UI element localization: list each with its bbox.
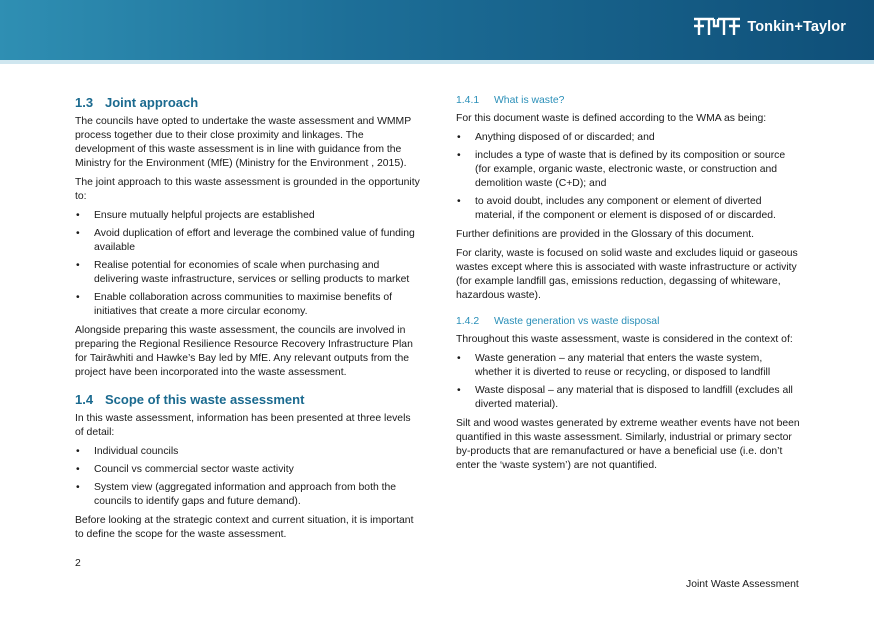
- list-item-text: includes a type of waste that is defined by its composition or source (for example, organic waste, electronic waste, or construction and demolition waste (C+D); and: [475, 150, 786, 189]
- list-item: [456, 131, 802, 145]
- list-item-text: Realise potential for economies of scale when purchasing and delivering waste infrastructure, services or selling products to market: [94, 260, 410, 285]
- bullet-list: [75, 209, 420, 319]
- list-item: [456, 352, 802, 380]
- list-item-text: Anything disposed of or discarded; and: [475, 132, 655, 143]
- section-title: Scope of this waste assessment: [105, 392, 305, 407]
- section-heading-1-4: [75, 391, 420, 408]
- list-item: [456, 149, 802, 191]
- paragraph: Alongside preparing this waste assessment, the councils are involved in preparing the Regional Resilience Resource Recovery Infrastructure Plan for Tairāwhiti and Hawke’s Bay led by MfE. Any relevant outputs from the project have been incorporated into the waste assessment.: [75, 325, 413, 378]
- section-heading-1-3: [75, 94, 420, 111]
- bullet-icon: •: [76, 292, 80, 303]
- bullet-icon: •: [457, 196, 461, 207]
- bullet-icon: •: [76, 446, 80, 457]
- bullet-icon: •: [76, 260, 80, 271]
- list-item-text: Avoid duplication of effort and leverage the combined value of funding available: [94, 228, 415, 253]
- list-item: [75, 209, 420, 223]
- list-item-text: Waste generation – any material that enters the waste system, whether it is diverted to reuse or recycling, or disposed to landfill: [475, 353, 771, 378]
- list-item-text: Enable collaboration across communities to maximise benefits of initiatives that create a more circular economy.: [94, 292, 393, 317]
- paragraph: Silt and wood wastes generated by extreme weather events have not been quantified in this waste assessment. Similarly, industrial or primary sector by-products that are remanufactured or have a beneficial use (i.e. don’t enter the ‘waste system’) are not quantified.: [456, 418, 800, 471]
- list-item-text: Ensure mutually helpful projects are established: [94, 210, 315, 221]
- list-item: [75, 291, 420, 319]
- bullet-list: [456, 352, 802, 412]
- page-number: 2: [75, 558, 81, 569]
- subsection-number: 1.4.2: [456, 316, 480, 327]
- list-item-text: System view (aggregated information and approach from both the councils to identify gaps and future demand).: [94, 482, 397, 507]
- list-item: [75, 463, 420, 477]
- paragraph: In this waste assessment, information has been presented at three levels of detail:: [75, 413, 411, 438]
- subsection-title: What is waste?: [494, 95, 565, 106]
- paragraph: Before looking at the strategic context and current situation, it is important to define the scope for the waste assessment.: [75, 515, 414, 540]
- subsection-number: 1.4.1: [456, 95, 480, 106]
- paragraph: The joint approach to this waste assessment is grounded in the opportunity to:: [75, 177, 420, 202]
- list-item: [75, 259, 420, 287]
- paragraph: The councils have opted to undertake the waste assessment and WMMP process together due to their close proximity and linkages. The development of this waste assessment is in line with guidance from the Ministry for the Environment (MfE) (Ministry for the Environment , 2015).: [75, 116, 411, 169]
- footer-document-title: Joint Waste Assessment: [686, 579, 799, 590]
- section-number: 1.3: [75, 95, 94, 110]
- list-item: [75, 227, 420, 255]
- right-column: [456, 94, 802, 478]
- paragraph: Further definitions are provided in the Glossary of this document.: [456, 229, 755, 240]
- logo-text: Tonkin+Taylor: [747, 19, 846, 35]
- bullet-icon: •: [457, 353, 461, 364]
- paragraph: For clarity, waste is focused on solid waste and excludes liquid or gaseous wastes except where this is associated with waste infrastructure or activity (for example landfill gas, emissions reduction, degassing of whiteware, hazardous waste).: [456, 248, 798, 301]
- bullet-icon: •: [76, 464, 80, 475]
- list-item: [75, 445, 420, 459]
- bullet-list: [456, 131, 802, 223]
- list-item: [75, 481, 420, 509]
- bullet-icon: •: [457, 385, 461, 396]
- section-title: Joint approach: [105, 95, 199, 110]
- subsection-heading-1-4-1: [456, 94, 802, 107]
- paragraph: For this document waste is defined according to the WMA as being:: [456, 113, 767, 124]
- list-item-text: to avoid doubt, includes any component or element of diverted material, if the component or element is disposed of or discarded.: [475, 196, 776, 221]
- subsection-title: Waste generation vs waste disposal: [494, 316, 660, 327]
- bullet-icon: •: [76, 228, 80, 239]
- header-banner: [0, 0, 874, 60]
- tt-monogram-icon: [693, 17, 741, 37]
- bullet-list: [75, 445, 420, 509]
- company-logo: [693, 17, 846, 37]
- bullet-icon: •: [76, 482, 80, 493]
- list-item-text: Council vs commercial sector waste activity: [94, 464, 294, 475]
- subsection-heading-1-4-2: [456, 315, 802, 328]
- list-item: [456, 384, 802, 412]
- bullet-icon: •: [457, 150, 461, 161]
- left-column: [75, 94, 420, 547]
- list-item: [456, 195, 802, 223]
- list-item-text: Waste disposal – any material that is disposed to landfill (excludes all diverted material).: [475, 385, 793, 410]
- bullet-icon: •: [457, 132, 461, 143]
- bullet-icon: •: [76, 210, 80, 221]
- list-item-text: Individual councils: [94, 446, 179, 457]
- banner-divider: [0, 60, 874, 64]
- paragraph: Throughout this waste assessment, waste is considered in the context of:: [456, 334, 793, 345]
- section-number: 1.4: [75, 392, 94, 407]
